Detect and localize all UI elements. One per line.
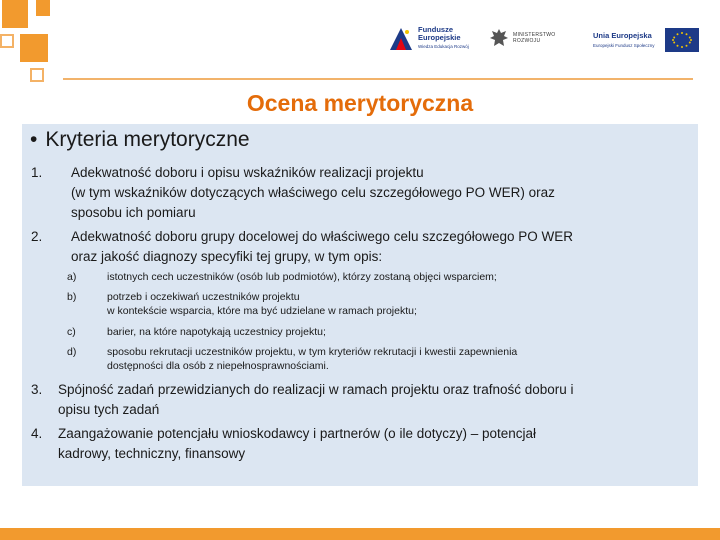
subitem-label: a) — [67, 271, 77, 283]
subitem-line: dostępności dla osób z niepełnosprawnościami. — [107, 360, 329, 372]
criterion-text — [58, 424, 693, 464]
ministry-name: MINISTERSTWO ROZWOJU — [513, 32, 556, 44]
eu-title: Unia Europejska — [593, 31, 652, 40]
criterion-line: sposobu ich pomiaru — [71, 205, 196, 220]
criterion-number: 2. — [31, 229, 43, 244]
criterion-number: 1. — [31, 165, 43, 180]
subitem-text — [107, 270, 687, 284]
slide-title: Ocena merytoryczna — [246, 90, 474, 116]
logo-bar — [388, 22, 698, 58]
subitem-label: b) — [67, 291, 77, 303]
main-bullet — [30, 128, 250, 152]
criterion-line: kadrowy, techniczny, finansowy — [58, 446, 246, 461]
criterion-line: (w tym wskaźników dotyczących właściwego celu szczegółowego PO WER) oraz — [71, 185, 555, 200]
criterion-line: Spójność zadań przewidzianych do realizacji w ramach projektu oraz trafność doboru i — [58, 382, 574, 397]
main-bullet-text: Kryteria merytoryczne — [45, 128, 250, 151]
subitem-line: sposobu rekrutacji uczestników projektu, w tym kryteriów rekrutacji i kwestii zapewnienia — [107, 346, 518, 358]
criterion-line: oraz jakość diagnozy specyfiki tej grupy, w tym opis: — [71, 249, 383, 264]
subitem-line: w kontekście wsparcia, które ma być udzielane w ramach projektu; — [107, 305, 417, 317]
criterion-line: Adekwatność doboru i opisu wskaźników realizacji projektu — [71, 165, 424, 180]
bullet-dot-icon: • — [30, 128, 38, 151]
fe-subtitle: Wiedza Edukacja Rozwój — [418, 44, 469, 49]
criterion-line: Zaangażowanie potencjału wnioskodawcy i partnerów (o ile dotyczy) – potencjał — [58, 426, 537, 441]
subitem-line: istotnych cech uczestników (osób lub podmiotów), którzy zostaną objęci wsparciem; — [107, 271, 497, 283]
footer-bar — [0, 528, 720, 540]
subitem-label: c) — [67, 326, 76, 338]
criterion-number: 3. — [31, 382, 43, 397]
criterion-line: Adekwatność doboru grupy docelowej do właściwego celu szczegółowego PO WER — [71, 229, 574, 244]
criterion-text — [71, 163, 691, 223]
subitem-text — [107, 345, 687, 373]
fundusze-europejskie-logo-icon — [388, 26, 414, 52]
criterion-text — [71, 227, 691, 267]
eagle-emblem-icon — [488, 27, 510, 51]
criterion-line: opisu tych zadań — [58, 402, 160, 417]
subitem-line: barier, na które napotykają uczestnicy projektu; — [107, 326, 326, 338]
header-divider — [63, 78, 693, 80]
subitem-line: potrzeb i oczekiwań uczestników projektu — [107, 291, 300, 303]
eu-subtitle: Europejski Fundusz Społeczny — [593, 43, 655, 48]
eu-flag-icon — [665, 28, 699, 52]
criterion-number: 4. — [31, 426, 43, 441]
fe-title: Fundusze Europejskie — [418, 25, 461, 42]
criterion-text — [58, 380, 693, 420]
subitem-text — [107, 325, 687, 339]
subitem-text — [107, 290, 687, 318]
subitem-label: d) — [67, 346, 77, 358]
